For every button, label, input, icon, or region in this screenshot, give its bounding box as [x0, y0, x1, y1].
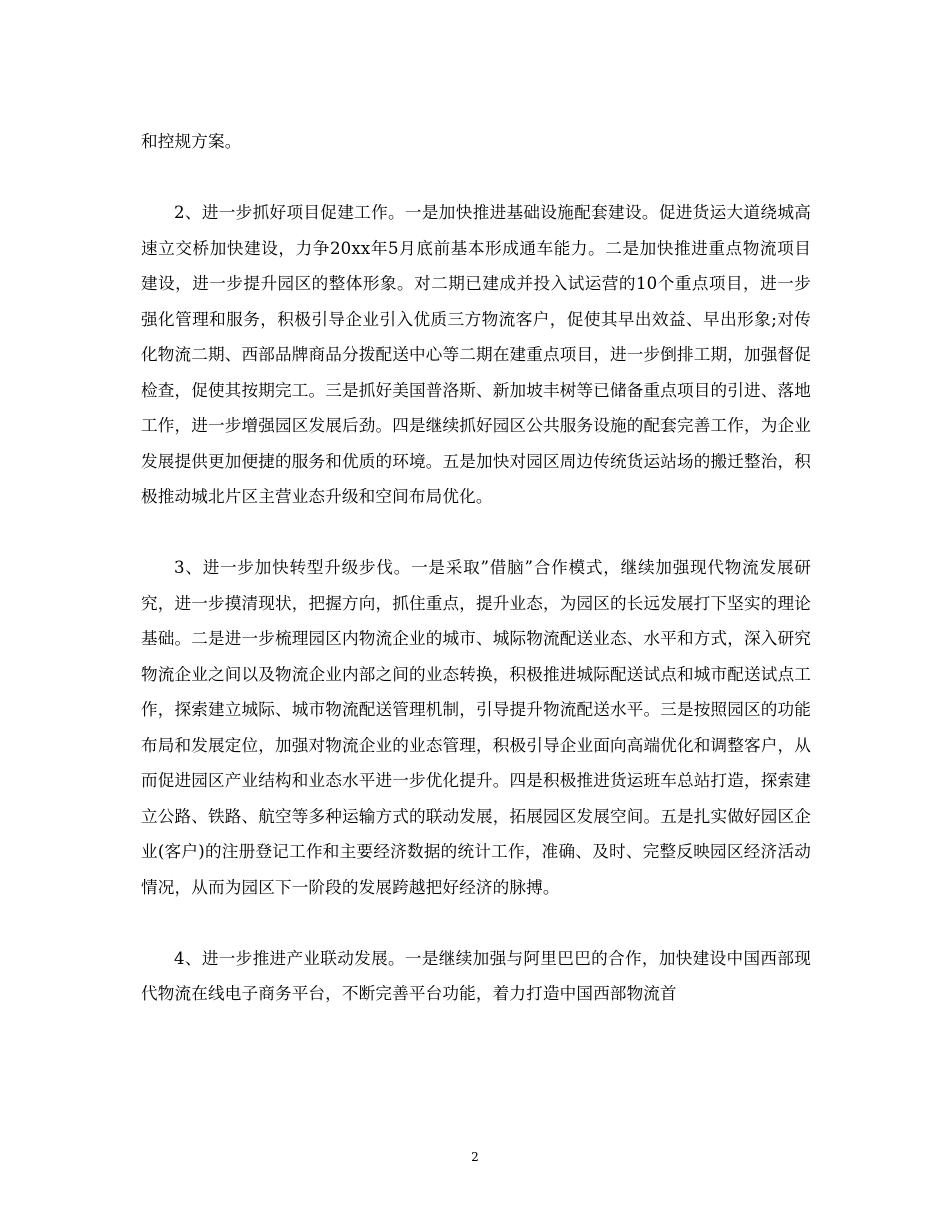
document-body [141, 124, 811, 1012]
page-number: 2 [471, 1150, 479, 1164]
paragraph-item-3: 3、进一步加快转型升级步伐。一是采取”借脑”合作模式，继续加强现代物流发展研究，进一步摸清现状，把握方向，抓住重点，提升业态，为园区的长远发展打下坚实的理论基础。二是进一步梳理园区内物流企业的城市、城际物流配送业态、水平和方式，深入研究物流企业之间以及物流企业内部之间的业态转换，积极推进城际配送试点和城市配送试点工作，探索建立城际、城市物流配送管理机制，引导提升物流配送水平。三是按照园区的功能布局和发展定位，加强对物流企业的业态管理，积极引导企业面向高端优化和调整客户，从而促进园区产业结构和业态水平进一步优化提升。四是积极推进货运班车总站打造，探索建立公路、铁路、航空等多种运输方式的联动发展，拓展园区发展空间。五是扎实做好园区企业(客户)的注册登记工作和主要经济数据的统计工作，准确、及时、完整反映园区经济活动情况，从而为园区下一阶段的发展跨越把好经济的脉搏。 [141, 558, 811, 897]
paragraph-continuation: 和控规方案。 [141, 132, 242, 151]
paragraph-item-4: 4、进一步推进产业联动发展。一是继续加强与阿里巴巴的合作，加快建设中国西部现代物流在线电子商务平台，不断完善平台功能，着力打造中国西部物流首 [141, 948, 811, 1003]
paragraph-item-2: 2、进一步抓好项目促建工作。一是加快推进基础设施配套建设。促进货运大道绕城高速立交桥加快建设，力争20xx年5月底前基本形成通车能力。二是加快推进重点物流项目建设，进一步提升园区的整体形象。对二期已建成并投入试运营的10个重点项目，进一步强化管理和服务，积极引导企业引入优质三方物流客户，促使其早出效益、早出形象;对传化物流二期、西部品牌商品分拨配送中心等二期在建重点项目，进一步倒排工期，加强督促检查，促使其按期完工。三是抓好美国普洛斯、新加坡丰树等已储备重点项目的引进、落地工作，进一步增强园区发展后劲。四是继续抓好园区公共服务设施的配套完善工作，为企业发展提供更加便捷的服务和优质的环境。五是加快对园区周边传统货运站场的搬迁整治，积极推动城北片区主营业态升级和空间布局优化。 [141, 203, 811, 506]
